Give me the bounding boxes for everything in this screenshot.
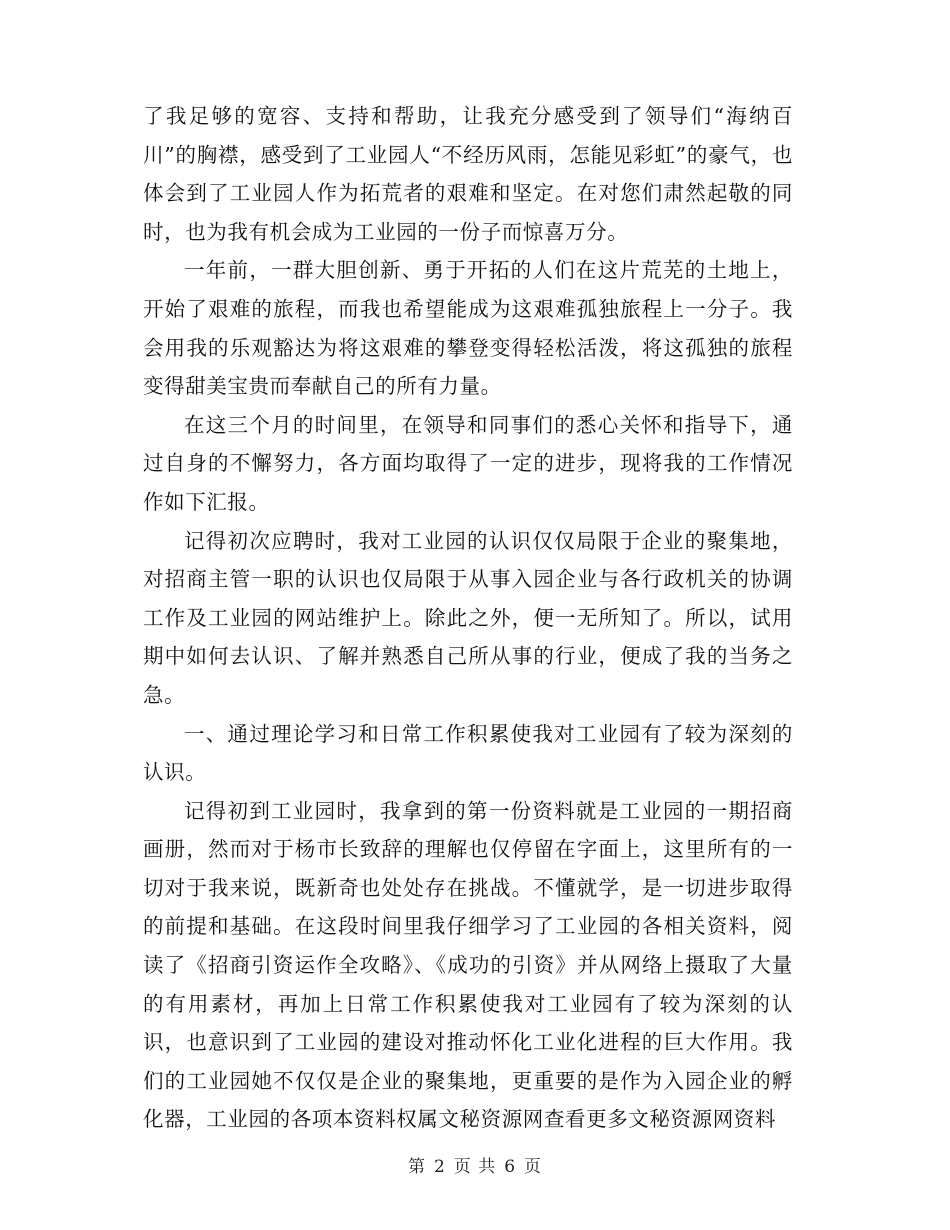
paragraph-2: 一年前，一群大胆创新、勇于开拓的人们在这片荒芜的土地上，开始了艰难的旅程，而我也希望能成为这艰难孤独旅程上一分子。我会用我的乐观豁达为将这艰难的攀登变得轻松活泼，将这孤独的旅程变得甜美宝贵而奉献自己的所有力量。 bbox=[143, 258, 793, 399]
footer-prefix: 第 bbox=[407, 1157, 426, 1177]
paragraph-4: 记得初次应聘时，我对工业园的认识仅仅局限于企业的聚集地，对招商主管一职的认识也仅局限于从事入园企业与各行政机关的协调工作及工业园的网站维护上。除此之外，便一无所知了。所以，试用期中如何去认识、了解并熟悉自己所从事的行业，便成了我的当务之急。 bbox=[143, 528, 793, 707]
section-heading-1: 一、通过理论学习和日常工作积累使我对工业园有了较为深刻的认识。 bbox=[143, 721, 793, 785]
footer-total-pages: 6 bbox=[504, 1157, 517, 1177]
paragraph-3: 在这三个月的时间里，在领导和同事们的悉心关怀和指导下，通过自身的不懈努力，各方面均取得了一定的进步，现将我的工作情况作如下汇报。 bbox=[143, 412, 793, 514]
paragraph-5: 记得初到工业园时，我拿到的第一份资料就是工业园的一期招商画册，然而对于杨市长致辞的理解也仅停留在字面上，这里所有的一切对于我来说，既新奇也处处存在挑战。不懂就学，是一切进步取得的前提和基础。在这段时间里我仔细学习了工业园的各相关资料，阅读了《招商引资运作全攻略》、《成功的引资》并从网络上摄取了大量的有用素材，再加上日常工作积累使我对工业园有了较为深刻的认识，也意识到了工业园的建设对推动怀化工业化进程的巨大作用。我们的工业园她不仅仅是企业的聚集地，更重要的是作为入园企业的孵化器，工业园的各项本资料权属文秘资源网查看更多文秘资源网资料 bbox=[143, 798, 793, 1132]
footer-page-number: 2 bbox=[433, 1157, 446, 1177]
footer-suffix: 页 bbox=[524, 1157, 543, 1177]
footer-middle: 页 共 bbox=[453, 1157, 497, 1177]
page-footer bbox=[0, 1152, 950, 1177]
document-body bbox=[143, 97, 793, 1139]
paragraph-1: 了我足够的宽容、支持和帮助，让我充分感受到了领导们“海纳百川”的胸襟，感受到了工业园人“不经历风雨，怎能见彩虹”的豪气，也体会到了工业园人作为拓荒者的艰难和坚定。在对您们肃然起敬的同时，也为我有机会成为工业园的一份子而惊喜万分。 bbox=[143, 104, 793, 244]
